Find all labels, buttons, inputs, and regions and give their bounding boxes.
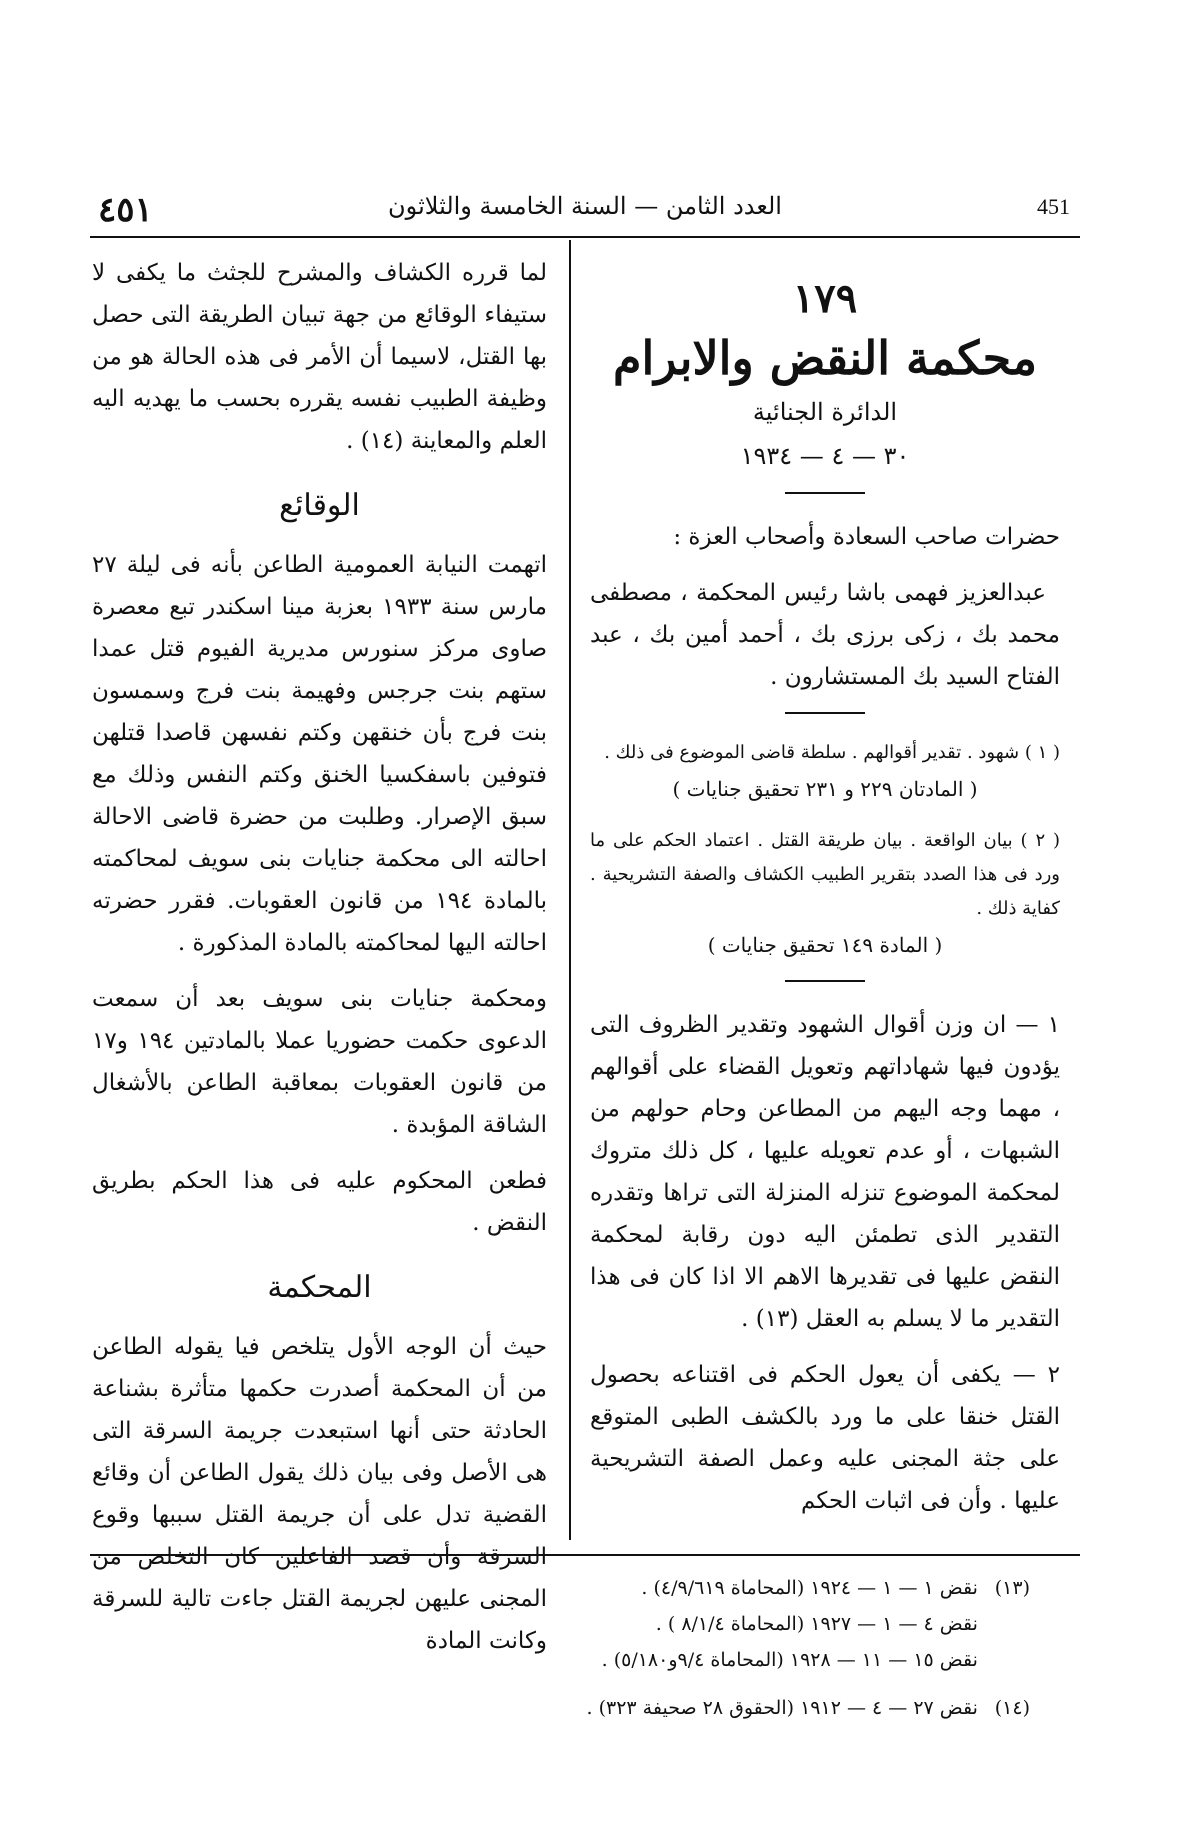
- facts-paragraph: فطعن المحكوم عليه فى هذا الحكم بطريق النقض .: [92, 1168, 547, 1236]
- footnote-line: [470, 1690, 1030, 1726]
- issue-title: العدد الثامن — السنة الخامسة والثلاثون: [388, 192, 782, 220]
- principle-1: ١ — ان وزن أقوال الشهود وتقدير الظروف التى يؤدون فيها شهاداتهم وتعويل القضاء على أقوالهم ، مهما وجه اليهم من المطاعن وحام حولهم من الشبهات ، أو عدم تعويله عليها ، كل ذلك متروك لمحكمة الموضوع تنزله المنزلة التى تراها وتقدره التقدير الذى تطمئن اليه دون رقابة لمحكمة النقض عليها فى تقديرها الاهم الا اذا كان فى هذا التقدير ما لا يسلم به العقل (١٣) .: [590, 1012, 1060, 1332]
- divider-rule: [785, 492, 865, 494]
- footnotes: [470, 1570, 1030, 1726]
- bench-members: عبدالعزيز فهمى باشا رئيس المحكمة ، مصطفى محمد بك ، زكى برزى بك ، أحمد أمين بك ، عبد الفتاح السيد بك المستشارون .: [590, 580, 1060, 690]
- page-number-arabic: ٤٥١: [98, 190, 153, 230]
- divider-rule: [785, 980, 865, 982]
- headnote-1: ( ١ ) شهود . تقدير أقوالهم . سلطة قاضى الموضوع فى ذلك .: [604, 742, 1060, 763]
- header-rule: [90, 236, 1080, 238]
- continuation-text: لما قرره الكشاف والمشرح للجثث ما يكفى لا ستيفاء الوقائع من جهة تبيان الطريقة التى حصل بها القتل، لاسيما أن الأمر فى هذه الحالة هو من وظيفة الطبيب نفسه يقرره بحسب ما يهديه اليه العلم والمعاينة (١٤) .: [92, 260, 547, 454]
- headnote-2: ( ٢ ) بيان الواقعة . بيان طريقة القتل . اعتماد الحكم على ما ورد فى هذا الصدد بتقرير الطبيب الكشاف والصفة التشريحية . كفاية ذلك .: [590, 830, 1060, 919]
- headnote-2-reference: ( المادة ١٤٩ تحقيق جنايات ): [707, 933, 943, 957]
- right-column: [590, 260, 1060, 1536]
- facts-paragraph: ومحكمة جنايات بنى سويف بعد أن سمعت الدعوى حكمت حضوريا عملا بالمادتين ١٩٤ و١٧ من قانون العقوبات بمعاقبة الطاعن بالأشغال الشاقة المؤبدة .: [92, 986, 547, 1138]
- footnote-line: [470, 1570, 1030, 1606]
- footnote-mark: (١٣): [994, 1577, 1030, 1599]
- court-title: محكمة النقض والابرام: [613, 331, 1037, 385]
- circuit-name: الدائرة الجنائية: [752, 398, 898, 426]
- running-header: [90, 186, 1080, 232]
- column-divider: [569, 240, 571, 1540]
- footnote-text: نقض ٤ — ١ — ١٩٢٧ (المحاماة ٨/١/٤ ) .: [655, 1613, 978, 1635]
- footnote-line: [470, 1642, 1030, 1678]
- facts-paragraph: اتهمت النيابة العمومية الطاعن بأنه فى ليلة ٢٧ مارس سنة ١٩٣٣ بعزبة مينا اسكندر تبع معصرة صاوى مركز سنورس مديرية الفيوم قتل عمدا ستهم بنت جرجس وفهيمة بنت فرج وسمسون بنت فرج بأن خنقهن وكتم نفسهن قاصدا قتلهن فتوفين باسفكسيا الخنق وكتم النفس وذلك مع سبق الإصرار. وطلبت من حضرة قاضى الاحالة احالته الى محكمة جنايات بنى سويف لمحاكمته بالمادة ١٩٤ من قانون العقوبات. فقرر حضرته احالته اليها لمحاكمته بالمادة المذكورة .: [92, 552, 547, 956]
- left-column: [92, 252, 547, 1676]
- footnote-text: نقض ٢٧ — ٤ — ١٩١٢ (الحقوق ٢٨ صحيفة ٣٢٣) .: [586, 1697, 978, 1719]
- footnote-mark: (١٤): [994, 1697, 1030, 1719]
- headnote-1-reference: ( المادتان ٢٢٩ و ٢٣١ تحقيق جنايات ): [672, 777, 978, 801]
- page-number-latin: 451: [1037, 194, 1070, 219]
- case-number: ١٧٩: [792, 275, 858, 322]
- footnote-line: [470, 1606, 1030, 1642]
- footnote-text: نقض ١٥ — ١١ — ١٩٢٨ (المحاماة ٩/٤و٥/١٨٠) .: [601, 1649, 978, 1671]
- bench-intro: حضرات صاحب السعادة وأصحاب العزة :: [673, 524, 1060, 550]
- divider-rule: [785, 712, 865, 714]
- court-reasoning: حيث أن الوجه الأول يتلخص فيا يقوله الطاعن من أن المحكمة أصدرت حكمها متأثرة بشناعة الحادثة حتى أنها استبعدت جريمة السرقة التى هى الأصل وفى بيان ذلك يقول الطاعن أن وقائع القضية تدل على أن جريمة القتل سببها وقوع السرقة وأن قصد الفاعلين كان التخلص من المجنى عليهن لجريمة القتل جاءت تالية للسرقة وكانت المادة: [92, 1334, 547, 1654]
- court-heading: المحكمة: [267, 1270, 372, 1305]
- principle-2: ٢ — يكفى أن يعول الحكم فى اقتناعه بحصول القتل خنقا على ما ورد بالكشف الطبى المتوقع على جثة المجنى عليه وعمل الصفة التشريحية عليها . وأن فى اثبات الحكم: [590, 1362, 1060, 1514]
- footnote-rule: [90, 1554, 1080, 1556]
- footnote-text: نقض ١ — ١ — ١٩٢٤ (المحاماة ٤/٩/٦١٩) .: [641, 1577, 978, 1599]
- judgment-date: ٣٠ — ٤ — ١٩٣٤: [740, 442, 910, 470]
- facts-heading: الوقائع: [279, 488, 360, 523]
